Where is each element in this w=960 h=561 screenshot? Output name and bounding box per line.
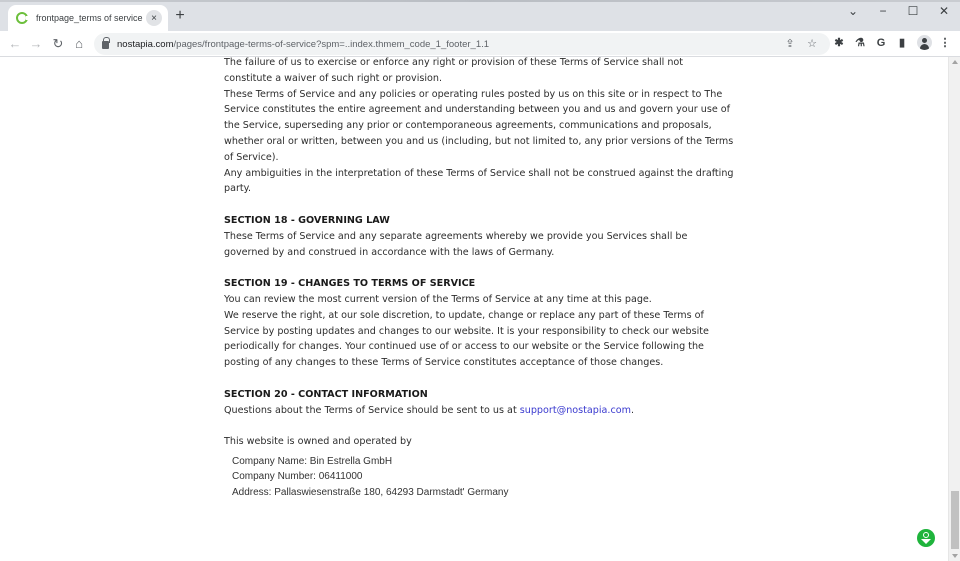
- maximize-button[interactable]: ☐: [907, 4, 919, 18]
- url-host: nostapia.com: [117, 38, 174, 50]
- scroll-down-arrow-icon[interactable]: [952, 554, 958, 558]
- tab-strip: [0, 0, 960, 31]
- reload-button[interactable]: ↻: [52, 36, 64, 51]
- section-18-heading: SECTION 18 - GOVERNING LAW: [224, 214, 390, 226]
- paragraph-entire-agreement: These Terms of Service and any policies or operating rules posted by us on this site or in respect to The Service constitutes the entire agreement and understanding between you and us and govern your use of the Service, superseding any prior or contemporaneous agreements, communications and proposals, whether oral or written, between you and us (including, but not limited to, any prior versions of the Terms of Service).: [224, 88, 734, 163]
- section-19-heading: SECTION 19 - CHANGES TO TERMS OF SERVICE: [224, 278, 476, 290]
- back-button[interactable]: ←: [8, 36, 22, 51]
- support-chat-button[interactable]: [917, 529, 935, 547]
- profile-avatar-icon[interactable]: [917, 35, 932, 50]
- company-number: Company Number: 06411000: [232, 471, 363, 483]
- paragraph-waiver: The failure of us to exercise or enforce any right or provision of these Terms of Service shall not constitute a waiver of such right or provision.: [224, 57, 684, 84]
- url-text[interactable]: [117, 39, 489, 50]
- forward-button[interactable]: →: [29, 36, 43, 51]
- terms-document: [224, 57, 734, 500]
- section-19-body-2: We reserve the right, at our sole discretion, to update, change or replace any part of these Terms of Service by posting updates and changes to our website. It is your responsibility to check our website periodically for changes. Your continued use of or access to our website or the Service following the posting of any changes to these Terms of Service constitutes acceptance of those changes.: [224, 309, 709, 369]
- minimize-button[interactable]: −: [879, 4, 887, 18]
- page-content: [0, 57, 948, 561]
- url-path: /pages/frontpage-terms-of-service?spm=..index.thmem_code_1_footer_1.1: [173, 38, 490, 50]
- lab-flask-icon[interactable]: ⚗: [855, 37, 865, 49]
- share-icon[interactable]: ⇪: [785, 38, 795, 50]
- close-window-button[interactable]: ✕: [938, 4, 950, 18]
- address-bar[interactable]: [94, 33, 830, 55]
- paragraph-ambiguities: Any ambiguities in the interpretation of these Terms of Service shall not be construed against the drafting party.: [224, 167, 734, 195]
- page-scrollbar[interactable]: [948, 57, 960, 561]
- section-20-heading: SECTION 20 - CONTACT INFORMATION: [224, 388, 428, 400]
- grammarly-icon[interactable]: G: [876, 37, 886, 49]
- extensions-puzzle-icon[interactable]: ✱: [834, 37, 844, 49]
- support-email-link[interactable]: support@nostapia.com: [519, 404, 631, 416]
- company-info: [224, 454, 734, 500]
- new-tab-button[interactable]: +: [175, 7, 185, 24]
- side-panel-icon[interactable]: ▮: [898, 37, 906, 49]
- lock-icon[interactable]: [102, 41, 109, 49]
- tab-active[interactable]: [8, 5, 168, 31]
- tab-title: frontpage_terms of service: [36, 13, 143, 23]
- home-button[interactable]: ⌂: [75, 36, 83, 51]
- section-20-body: [224, 403, 734, 419]
- tab-strip-edge: [0, 0, 960, 2]
- tab-search-button[interactable]: ⌄: [847, 4, 859, 18]
- scroll-up-arrow-icon[interactable]: [952, 60, 958, 64]
- company-address: Address: Pallaswiesenstraße 180, 64293 Darmstadt' Germany: [232, 486, 509, 498]
- company-name: Company Name: Bin Estrella GmbH: [232, 455, 393, 467]
- section-19-body-1: You can review the most current version of the Terms of Service at any time at this page.: [224, 293, 652, 305]
- browser-menu-icon[interactable]: ⋮: [939, 37, 951, 49]
- browser-toolbar: [0, 31, 960, 57]
- scrollbar-thumb[interactable]: [951, 491, 959, 549]
- site-favicon-icon: [16, 12, 28, 24]
- section-18-body: These Terms of Service and any separate agreements whereby we provide you Services shall be governed by and construed in accordance with the laws of Germany.: [224, 230, 688, 258]
- contact-text: Questions about the Terms of Service should be sent to us at: [224, 404, 520, 416]
- contact-text-end: .: [630, 404, 635, 416]
- bookmark-star-icon[interactable]: ☆: [807, 38, 817, 50]
- owner-intro: This website is owned and operated by: [224, 436, 412, 448]
- tab-close-icon[interactable]: ×: [146, 10, 162, 26]
